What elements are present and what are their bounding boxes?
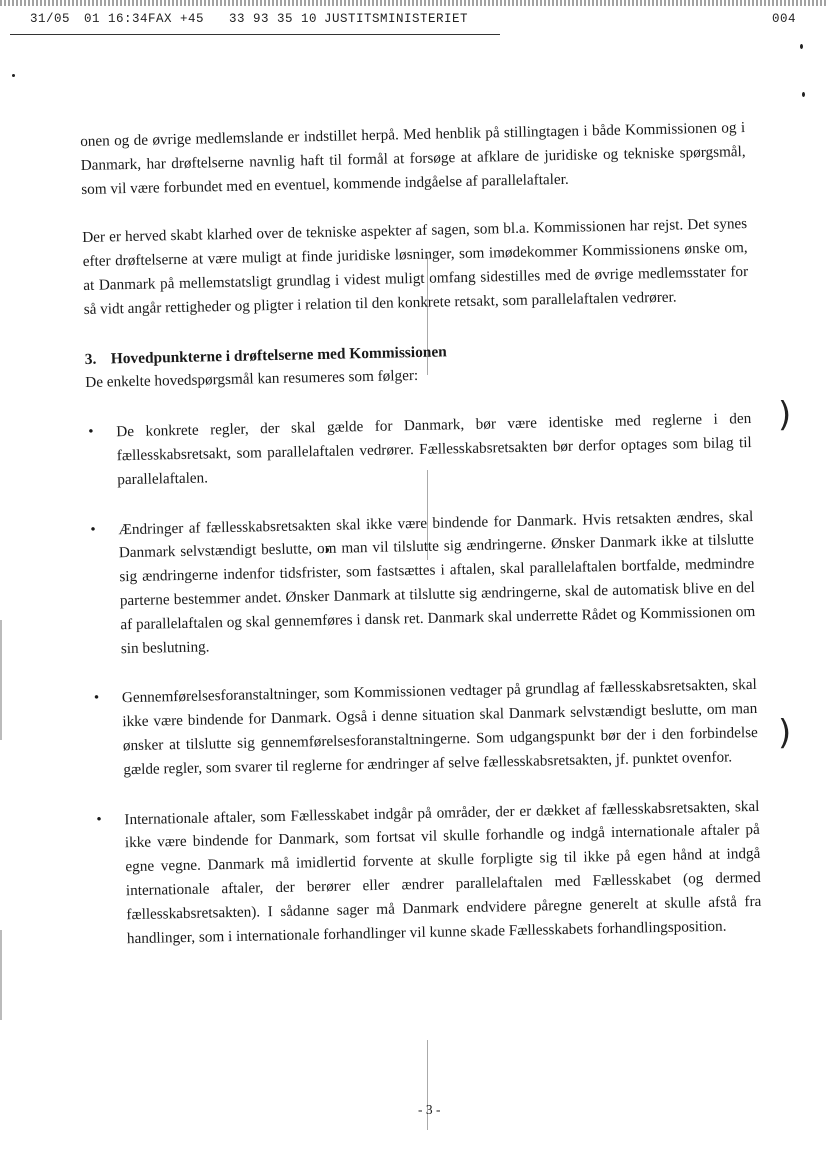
paragraph: onen og de øvrige medlemslande er indstillet herpå. Med henblik på stillingtagen i både Kommissionen og i Danmark, har drøftelserne navnlig haft til formål at forsøge at afklare de juridiske og tekniske spørgsmål, som vil være forbundet med en eventuel, kommende indgåelse af parallelaftaler. [80, 119, 746, 198]
fax-date: 31/05 [30, 12, 71, 26]
section-number: 3. [84, 350, 97, 368]
bullet-icon: • [93, 690, 100, 707]
list-item-text: Internationale aftaler, som Fællesskabet indgår på områder, der er dækket af fællesskabsretsakten, skal ikke være bindende for Danmark, som fortsat vil skulle forhandle og indgå internationale aftaler på egne vegne. Danmark må imidlertid forvente at skulle forpligte sig til ikke på egen hånd at indgå internationale aftaler, der berører eller ændrer parallelaftalen med Fællesskabet (og dermed fællesskabsretsakten). I sådanne sager må Danmark endvidere påregne generelt at skulle afstå fra handlinger, som i internationale forhandlinger vil kunne skade Fællesskabets forhandlingsposition. [124, 797, 762, 947]
list-item [86, 407, 752, 492]
section-title: Hovedpunkterne i drøftelserne med Kommissionen [110, 342, 447, 367]
scan-speck [12, 74, 15, 77]
fax-header-rule [10, 34, 500, 35]
list-item-text: De konkrete regler, der skal gælde for Danmark, bør være identiske med reglerne i den fællesskabsretsakt, som parallelaftalen vedrører. Fællesskabsretsakten bør derfor optages som bilag til parallelaftalen. [116, 410, 752, 489]
bullet-icon: • [88, 423, 94, 441]
fax-label: FAX +45 [148, 12, 205, 26]
scan-speck [802, 92, 805, 97]
fax-header [24, 12, 814, 34]
bullet-icon: • [96, 811, 102, 828]
list-item [94, 794, 762, 951]
fax-number: 33 93 35 10 [229, 12, 318, 26]
scan-edge [0, 620, 2, 740]
fax-page-count: 004 [771, 12, 796, 26]
fax-scan-strip [0, 0, 827, 6]
punch-hole-mark: ) [778, 713, 792, 753]
list-item-text: Ændringer af fællesskabsretsakten skal ikke være bindende for Danmark. Hvis retsakten ændres, skal Danmark selvstændigt beslutte, om man vil tilslutte sig ændringerne. Ønsker Danmark ikke at tilslutte sig ændringerne indenfor tidsfrister, som fastsættes i aftalen, skal parallelaftalen bortfalde, medmindre parterne bestemmer andet. Ønsker Danmark at tilslutte sig ændringerne, skal de automatisk blive en del af parallelaftalen og skal gennemføres i dansk ret. Danmark skal underrette Rådet og Kommissionen om sin beslutning. [118, 507, 756, 657]
bullet-list [86, 407, 762, 951]
list-item [88, 505, 756, 662]
page-number: - 3 - [418, 1102, 441, 1117]
fax-sender: JUSTITSMINISTERIET [324, 12, 469, 26]
punch-hole-mark: ) [778, 395, 792, 435]
fax-time: 01 16:34 [84, 12, 149, 26]
list-item [92, 673, 759, 782]
document-body [80, 116, 762, 951]
bullet-icon: • [90, 521, 96, 538]
paragraph: Der er herved skabt klarhed over de tekniske aspekter af sagen, som bl.a. Kommissionen har rejst. Det synes efter drøftelserne at være muligt at finde juridiske løsninger, som imødekommer Kommissionens ønske om, at Danmark på mellemstatsligt grundlag i videst muligt omfang sidestilles med de øvrige medlemsstater for så vidt angår rettigheder og pligter i relation til den konkrete retsakt, som parallelaftalen vedrører. [82, 215, 749, 318]
lead-sentence: De enkelte hovedspørgsmål kan resumeres som følger: [85, 367, 419, 392]
list-item-text: Gennemførelsesforanstaltninger, som Kommissionen vedtager på grundlag af fællesskabsretsakten, skal ikke være bindende for Danmark. Også i denne situation skal Danmark selvstændigt beslutte, om man ønsker at tilslutte sig gennemførelsesforanstaltningerne. Som udgangspunkt bør der i den forbindelse gælde regler, som svarer til reglerne for ændringer af selve fællesskabsretsakten, jf. punktet ovenfor. [121, 676, 758, 778]
scan-speck [800, 44, 803, 49]
scan-edge [0, 930, 2, 1020]
